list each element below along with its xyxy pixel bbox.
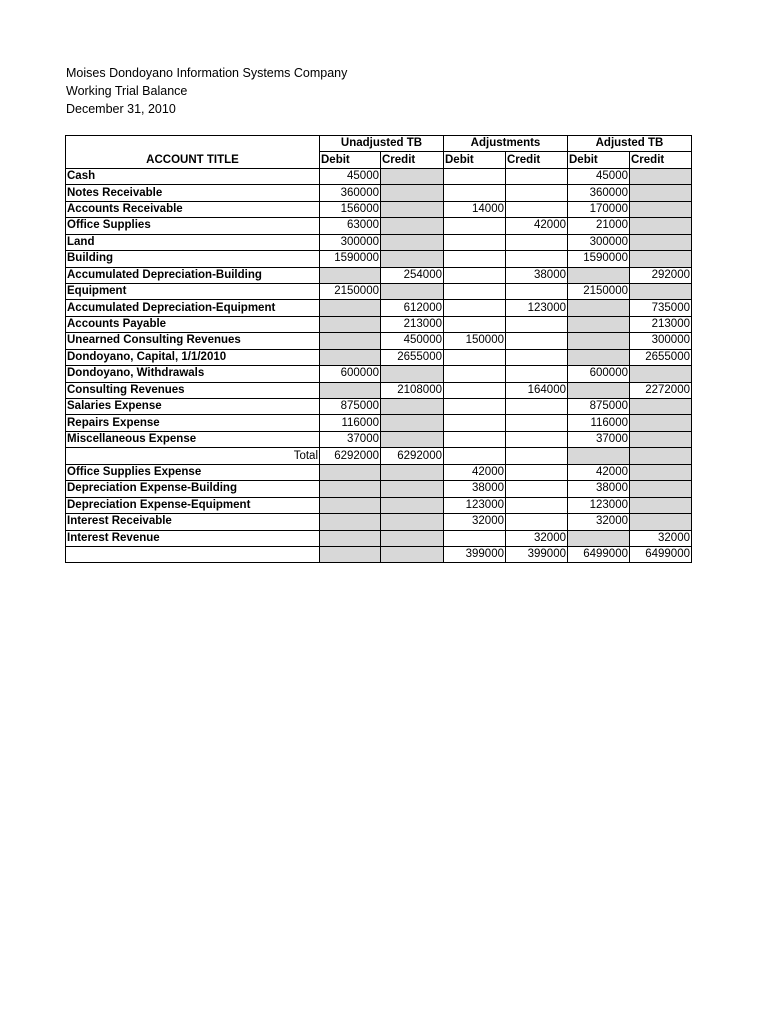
account-name: Building — [66, 251, 320, 267]
report-date: December 31, 2010 — [66, 102, 176, 116]
unadjusted-debit-cell — [320, 349, 381, 365]
table-row — [66, 464, 692, 480]
unadjusted-credit-cell: 254000 — [381, 267, 444, 283]
unadjusted-debit-header: Debit — [320, 152, 381, 168]
table-row — [66, 283, 692, 299]
adjusted-credit-cell — [630, 464, 692, 480]
account-name: Accumulated Depreciation-Equipment — [66, 300, 320, 316]
account-name: Land — [66, 234, 320, 250]
adjustments-header: Adjustments — [444, 136, 568, 152]
table-row — [66, 316, 692, 332]
adjustments-credit-cell — [506, 415, 568, 431]
adjustments-debit-cell — [444, 251, 506, 267]
unadjusted-debit-cell: 6292000 — [320, 448, 381, 464]
adjusted-credit-cell — [630, 481, 692, 497]
adjustments-credit-cell — [506, 448, 568, 464]
adjustments-debit-cell — [444, 300, 506, 316]
adjusted-credit-cell: 300000 — [630, 333, 692, 349]
adjustments-credit-cell — [506, 168, 568, 184]
table-row — [66, 168, 692, 184]
adjusted-debit-cell: 37000 — [568, 431, 630, 447]
table-row — [66, 431, 692, 447]
adjusted-credit-cell — [630, 168, 692, 184]
adjustments-debit-cell: 38000 — [444, 481, 506, 497]
adjusted-debit-cell — [568, 300, 630, 316]
table-row — [66, 399, 692, 415]
adjusted-debit-cell: 1590000 — [568, 251, 630, 267]
unadjusted-debit-cell — [320, 267, 381, 283]
table-row — [66, 333, 692, 349]
adjusted-debit-cell — [568, 316, 630, 332]
adjustments-credit-cell: 32000 — [506, 530, 568, 546]
account-name: Dondoyano, Withdrawals — [66, 366, 320, 382]
adjusted-debit-cell: 360000 — [568, 185, 630, 201]
table-row — [66, 382, 692, 398]
unadjusted-credit-cell — [381, 251, 444, 267]
working-trial-balance-table — [65, 135, 692, 563]
adjustments-credit-cell — [506, 283, 568, 299]
account-name: Repairs Expense — [66, 415, 320, 431]
unadjusted-debit-cell — [320, 514, 381, 530]
unadjusted-debit-cell — [320, 546, 381, 562]
adjusted-debit-cell: 123000 — [568, 497, 630, 513]
unadjusted-credit-cell — [381, 399, 444, 415]
account-name: Interest Receivable — [66, 514, 320, 530]
unadjusted-debit-cell — [320, 464, 381, 480]
account-name: Salaries Expense — [66, 399, 320, 415]
unadjusted-credit-cell — [381, 546, 444, 562]
adjusted-credit-cell — [630, 234, 692, 250]
company-name: Moises Dondoyano Information Systems Company — [66, 66, 348, 80]
adjusted-debit-cell: 42000 — [568, 464, 630, 480]
adjustments-credit-cell — [506, 349, 568, 365]
adjustments-debit-cell — [444, 267, 506, 283]
unadjusted-debit-cell: 1590000 — [320, 251, 381, 267]
account-name: Unearned Consulting Revenues — [66, 333, 320, 349]
table-row — [66, 497, 692, 513]
unadjusted-credit-cell: 213000 — [381, 316, 444, 332]
unadjusted-credit-cell — [381, 218, 444, 234]
adjustments-credit-cell — [506, 201, 568, 217]
adjustments-debit-cell: 123000 — [444, 497, 506, 513]
table-row — [66, 415, 692, 431]
unadjusted-debit-cell: 156000 — [320, 201, 381, 217]
adjustments-debit-cell — [444, 218, 506, 234]
adjusted-debit-header: Debit — [568, 152, 630, 168]
adjusted-credit-cell — [630, 497, 692, 513]
unadjusted-credit-cell — [381, 415, 444, 431]
adjustments-credit-cell — [506, 333, 568, 349]
report-header — [66, 64, 347, 118]
table-row — [66, 349, 692, 365]
unadjusted-credit-cell — [381, 168, 444, 184]
unadjusted-debit-cell — [320, 300, 381, 316]
unadjusted-credit-cell — [381, 497, 444, 513]
table-row — [66, 185, 692, 201]
adjustments-credit-cell: 164000 — [506, 382, 568, 398]
table-row — [66, 218, 692, 234]
adjustments-debit-cell — [444, 168, 506, 184]
account-name: Dondoyano, Capital, 1/1/2010 — [66, 349, 320, 365]
table-row — [66, 514, 692, 530]
adjustments-debit-cell — [444, 382, 506, 398]
adjustments-credit-cell — [506, 481, 568, 497]
report-title: Working Trial Balance — [66, 84, 188, 98]
unadjusted-debit-cell: 37000 — [320, 431, 381, 447]
adjusted-credit-cell — [630, 185, 692, 201]
adjustments-debit-cell — [444, 448, 506, 464]
adjustments-debit-cell — [444, 431, 506, 447]
adjustments-debit-cell: 399000 — [444, 546, 506, 562]
table-row — [66, 530, 692, 546]
group-header-row — [66, 136, 692, 152]
unadjusted-debit-cell — [320, 316, 381, 332]
adjusted-credit-cell — [630, 415, 692, 431]
adjustments-credit-cell: 399000 — [506, 546, 568, 562]
adjusted-debit-cell — [568, 448, 630, 464]
adjusted-credit-cell — [630, 431, 692, 447]
adjusted-credit-cell — [630, 251, 692, 267]
adjustments-credit-cell — [506, 431, 568, 447]
unadjusted-debit-cell — [320, 497, 381, 513]
adjusted-tb-header: Adjusted TB — [568, 136, 692, 152]
adjustments-debit-cell — [444, 185, 506, 201]
adjustments-credit-cell — [506, 514, 568, 530]
adjusted-debit-cell: 875000 — [568, 399, 630, 415]
adjusted-credit-cell: 2655000 — [630, 349, 692, 365]
adjustments-credit-cell — [506, 464, 568, 480]
unadjusted-credit-cell — [381, 464, 444, 480]
adjusted-credit-cell — [630, 201, 692, 217]
table-row — [66, 201, 692, 217]
account-name: Office Supplies — [66, 218, 320, 234]
unadjusted-debit-cell — [320, 333, 381, 349]
unadjusted-tb-header: Unadjusted TB — [320, 136, 444, 152]
unadjusted-debit-cell: 300000 — [320, 234, 381, 250]
adjustments-debit-cell — [444, 530, 506, 546]
unadjusted-credit-cell — [381, 431, 444, 447]
account-name: Interest Revenue — [66, 530, 320, 546]
adjustments-credit-cell — [506, 497, 568, 513]
table-row — [66, 300, 692, 316]
unadjusted-credit-cell: 6292000 — [381, 448, 444, 464]
adjusted-debit-cell: 21000 — [568, 218, 630, 234]
unadjusted-credit-cell — [381, 514, 444, 530]
adjusted-debit-cell — [568, 382, 630, 398]
account-name: Depreciation Expense-Building — [66, 481, 320, 497]
adjusted-debit-cell: 38000 — [568, 481, 630, 497]
unadjusted-credit-header: Credit — [381, 152, 444, 168]
unadjusted-debit-cell — [320, 481, 381, 497]
table-row — [66, 251, 692, 267]
adjusted-credit-cell: 6499000 — [630, 546, 692, 562]
adjustments-credit-cell — [506, 234, 568, 250]
adjustments-credit-cell: 42000 — [506, 218, 568, 234]
adjusted-credit-header: Credit — [630, 152, 692, 168]
adjusted-debit-cell: 6499000 — [568, 546, 630, 562]
adjustments-debit-cell — [444, 399, 506, 415]
adjusted-credit-cell: 213000 — [630, 316, 692, 332]
unadjusted-credit-cell: 612000 — [381, 300, 444, 316]
adjusted-debit-cell: 116000 — [568, 415, 630, 431]
table-row — [66, 481, 692, 497]
adjustments-credit-cell — [506, 251, 568, 267]
adjusted-credit-cell — [630, 399, 692, 415]
adjustments-debit-cell — [444, 366, 506, 382]
adjusted-debit-cell: 170000 — [568, 201, 630, 217]
account-name — [66, 546, 320, 562]
adjusted-credit-cell — [630, 514, 692, 530]
account-name: Accounts Receivable — [66, 201, 320, 217]
adjusted-credit-cell — [630, 366, 692, 382]
table-row — [66, 546, 692, 562]
unadjusted-credit-cell — [381, 185, 444, 201]
unadjusted-credit-cell — [381, 530, 444, 546]
adjusted-credit-cell: 735000 — [630, 300, 692, 316]
total-row — [66, 448, 692, 464]
adjustments-debit-cell — [444, 234, 506, 250]
adjustments-credit-cell — [506, 366, 568, 382]
account-name: Notes Receivable — [66, 185, 320, 201]
unadjusted-debit-cell: 360000 — [320, 185, 381, 201]
adjustments-credit-cell — [506, 185, 568, 201]
unadjusted-credit-cell: 450000 — [381, 333, 444, 349]
account-name: Equipment — [66, 283, 320, 299]
adjusted-credit-cell — [630, 283, 692, 299]
adjusted-debit-cell — [568, 349, 630, 365]
table-row — [66, 366, 692, 382]
unadjusted-debit-cell: 116000 — [320, 415, 381, 431]
adjusted-credit-cell — [630, 448, 692, 464]
unadjusted-credit-cell: 2655000 — [381, 349, 444, 365]
unadjusted-debit-cell — [320, 382, 381, 398]
table-row — [66, 267, 692, 283]
unadjusted-credit-cell — [381, 201, 444, 217]
adjusted-credit-cell: 2272000 — [630, 382, 692, 398]
adjusted-debit-cell: 45000 — [568, 168, 630, 184]
unadjusted-debit-cell: 45000 — [320, 168, 381, 184]
adjusted-debit-cell: 2150000 — [568, 283, 630, 299]
account-title-header: ACCOUNT TITLE — [66, 136, 320, 169]
account-name: Depreciation Expense-Equipment — [66, 497, 320, 513]
adjustments-credit-cell: 38000 — [506, 267, 568, 283]
adjusted-debit-cell — [568, 333, 630, 349]
adjusted-credit-cell — [630, 218, 692, 234]
unadjusted-debit-cell: 63000 — [320, 218, 381, 234]
adjusted-debit-cell: 600000 — [568, 366, 630, 382]
adjustments-debit-cell — [444, 349, 506, 365]
adjustments-debit-cell: 150000 — [444, 333, 506, 349]
adjustments-debit-header: Debit — [444, 152, 506, 168]
adjustments-debit-cell: 14000 — [444, 201, 506, 217]
unadjusted-debit-cell: 875000 — [320, 399, 381, 415]
adjusted-debit-cell: 32000 — [568, 514, 630, 530]
adjustments-debit-cell — [444, 316, 506, 332]
unadjusted-debit-cell — [320, 530, 381, 546]
adjustments-debit-cell — [444, 283, 506, 299]
adjusted-debit-cell — [568, 267, 630, 283]
account-name: Consulting Revenues — [66, 382, 320, 398]
adjustments-credit-cell — [506, 399, 568, 415]
unadjusted-credit-cell — [381, 234, 444, 250]
adjustments-debit-cell: 42000 — [444, 464, 506, 480]
unadjusted-debit-cell: 2150000 — [320, 283, 381, 299]
account-name: Miscellaneous Expense — [66, 431, 320, 447]
adjusted-credit-cell: 32000 — [630, 530, 692, 546]
adjustments-debit-cell: 32000 — [444, 514, 506, 530]
unadjusted-credit-cell — [381, 366, 444, 382]
total-label: Total — [66, 448, 320, 464]
account-name: Accumulated Depreciation-Building — [66, 267, 320, 283]
adjustments-credit-cell: 123000 — [506, 300, 568, 316]
adjustments-credit-header: Credit — [506, 152, 568, 168]
adjustments-debit-cell — [444, 415, 506, 431]
account-name: Cash — [66, 168, 320, 184]
unadjusted-debit-cell: 600000 — [320, 366, 381, 382]
account-name: Office Supplies Expense — [66, 464, 320, 480]
account-name: Accounts Payable — [66, 316, 320, 332]
table-row — [66, 234, 692, 250]
adjusted-debit-cell: 300000 — [568, 234, 630, 250]
adjusted-debit-cell — [568, 530, 630, 546]
adjusted-credit-cell: 292000 — [630, 267, 692, 283]
unadjusted-credit-cell: 2108000 — [381, 382, 444, 398]
unadjusted-credit-cell — [381, 283, 444, 299]
adjustments-credit-cell — [506, 316, 568, 332]
unadjusted-credit-cell — [381, 481, 444, 497]
